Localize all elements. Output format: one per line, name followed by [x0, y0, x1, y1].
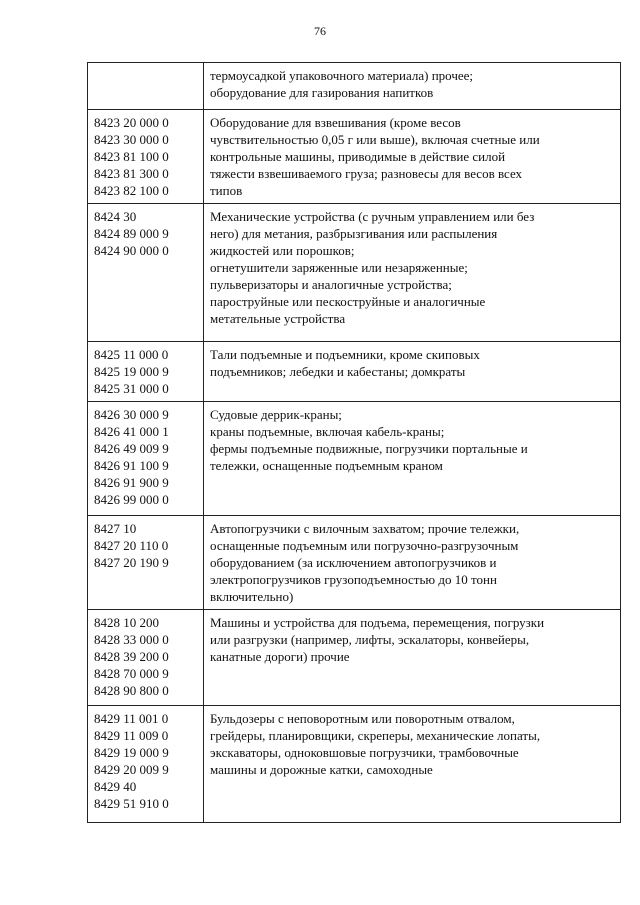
tn-ved-code: 8424 90 000 0: [94, 243, 169, 258]
description-line: метательные устройства: [210, 311, 346, 326]
description-cell: [204, 516, 621, 610]
table-row: [88, 610, 621, 706]
description-line: Автопогрузчики с вилочным захватом; прочие тележки,: [210, 521, 520, 536]
description-line: Оборудование для взвешивания (кроме весов: [210, 115, 461, 130]
page-number: 76: [314, 24, 326, 38]
tn-ved-code: 8425 11 000 0: [94, 347, 169, 362]
tn-ved-code: 8429 51 910 0: [94, 796, 169, 811]
code-cell: [88, 342, 204, 402]
description-cell: [204, 342, 621, 402]
tn-ved-code: 8426 41 000 1: [94, 424, 169, 439]
description-line: или разгрузки (например, лифты, эскалаторы, конвейеры,: [210, 632, 530, 647]
description-line: Машины и устройства для подъема, перемещения, погрузки: [210, 615, 545, 630]
tn-ved-code: 8427 20 190 9: [94, 555, 169, 570]
description-line: оснащенные подъемным или погрузочно-разгрузочным: [210, 538, 519, 553]
description-line: термоусадкой упаковочного материала) прочее;: [210, 68, 474, 83]
tn-ved-code: 8429 20 009 9: [94, 762, 169, 777]
table-row: [88, 342, 621, 402]
description-line: Бульдозеры с неповоротным или поворотным отвалом,: [210, 711, 515, 726]
table-row: [88, 110, 621, 204]
description-cell: [204, 63, 621, 110]
tn-ved-code: 8428 90 800 0: [94, 683, 169, 698]
tn-ved-code: 8426 91 900 9: [94, 475, 169, 490]
description-line: пароструйные или пескоструйные и аналогичные: [210, 294, 486, 309]
description-line: Тали подъемные и подъемники, кроме скиповых: [210, 347, 480, 362]
description-line: тележки, оснащенные подъемным краном: [210, 458, 443, 473]
table-row: [88, 402, 621, 516]
tn-ved-code: 8426 91 100 9: [94, 458, 169, 473]
code-cell: [88, 402, 204, 516]
tn-ved-code: 8426 49 009 9: [94, 441, 169, 456]
tn-ved-code: 8428 33 000 0: [94, 632, 169, 647]
tn-ved-code: 8427 20 110 0: [94, 538, 169, 553]
description-line: огнетушители заряженные или незаряженные;: [210, 260, 468, 275]
code-cell: [88, 63, 204, 110]
description-line: Механические устройства (с ручным управлением или без: [210, 209, 535, 224]
tn-ved-code: 8429 11 001 0: [94, 711, 169, 726]
description-line: оборудование для газирования напитков: [210, 85, 434, 100]
tn-ved-table: [87, 62, 621, 823]
tn-ved-code: 8424 89 000 9: [94, 226, 169, 241]
description-cell: [204, 110, 621, 204]
description-cell: [204, 402, 621, 516]
code-cell: [88, 706, 204, 823]
description-line: грейдеры, планировщики, скреперы, механические лопаты,: [210, 728, 541, 743]
tn-ved-code: 8426 99 000 0: [94, 492, 169, 507]
description-line: канатные дороги) прочие: [210, 649, 350, 664]
description-line: краны подъемные, включая кабель-краны;: [210, 424, 445, 439]
table-row: [88, 204, 621, 342]
description-line: контрольные машины, приводимые в действие силой: [210, 149, 506, 164]
description-line: подъемников; лебедки и кабестаны; домкраты: [210, 364, 466, 379]
table-row: [88, 516, 621, 610]
table-body: [88, 63, 621, 823]
tn-ved-code: 8426 30 000 9: [94, 407, 169, 422]
table-row: [88, 63, 621, 110]
tn-ved-code: 8429 19 000 9: [94, 745, 169, 760]
code-cell: [88, 610, 204, 706]
description-line: оборудованием (за исключением автопогрузчиков и: [210, 555, 497, 570]
tn-ved-code: 8424 30: [94, 209, 137, 224]
tn-ved-code: 8423 81 100 0: [94, 149, 169, 164]
tn-ved-code: 8423 82 100 0: [94, 183, 169, 198]
description-cell: [204, 706, 621, 823]
description-line: пульверизаторы и аналогичные устройства;: [210, 277, 452, 292]
tn-ved-code: 8423 81 300 0: [94, 166, 169, 181]
description-line: машины и дорожные катки, самоходные: [210, 762, 433, 777]
tn-ved-code: 8427 10: [94, 521, 137, 536]
tn-ved-code: 8425 31 000 0: [94, 381, 169, 396]
tn-ved-code: 8423 30 000 0: [94, 132, 169, 147]
description-line: жидкостей или порошков;: [210, 243, 355, 258]
description-line: электропогрузчиков грузоподъемностью до 10 тонн: [210, 572, 497, 587]
description-cell: [204, 204, 621, 342]
description-line: него) для метания, разбрызгивания или распыления: [210, 226, 498, 241]
tn-ved-code: 8428 39 200 0: [94, 649, 169, 664]
tn-ved-code: 8429 11 009 0: [94, 728, 169, 743]
tn-ved-code: 8428 70 000 9: [94, 666, 169, 681]
description-cell: [204, 610, 621, 706]
code-cell: [88, 516, 204, 610]
table-row: [88, 706, 621, 823]
tn-ved-code: 8429 40: [94, 779, 137, 794]
description-line: чувствительностью 0,05 г или выше), включая счетные или: [210, 132, 540, 147]
description-line: фермы подъемные подвижные, погрузчики портальные и: [210, 441, 528, 456]
tn-ved-code: 8425 19 000 9: [94, 364, 169, 379]
description-line: тяжести взвешиваемого груза; разновесы для весов всех: [210, 166, 523, 181]
description-line: экскаваторы, одноковшовые погрузчики, трамбовочные: [210, 745, 519, 760]
code-cell: [88, 110, 204, 204]
code-cell: [88, 204, 204, 342]
description-line: типов: [210, 183, 243, 198]
tn-ved-code: 8423 20 000 0: [94, 115, 169, 130]
tn-ved-code: 8428 10 200: [94, 615, 159, 630]
description-line: включительно): [210, 589, 294, 604]
description-line: Судовые деррик-краны;: [210, 407, 342, 422]
